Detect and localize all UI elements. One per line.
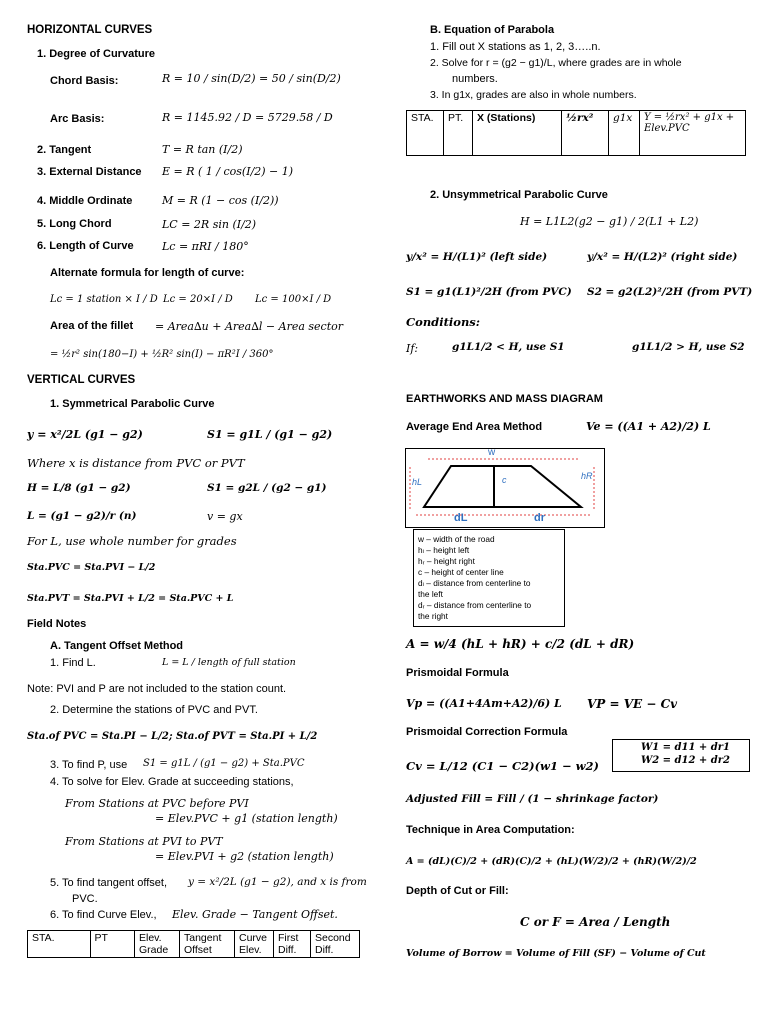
diagram-legend — [413, 529, 565, 627]
table-header-cell: Y = ½rx² + g1x + Elev.PVC — [640, 111, 746, 156]
length-of-curve-formula: Lc = πRI / 180° — [162, 240, 249, 253]
depth-cut-fill-heading: Depth of Cut or Fill: — [406, 885, 509, 897]
if-label: If: — [406, 342, 419, 355]
diagram-dr-label: dr — [534, 512, 545, 524]
diagram-hr-label: hR — [581, 471, 593, 481]
left-side-formula: y/x² = H/(L1)² (left side) — [406, 251, 548, 263]
diagram-dl-label: dL — [454, 512, 468, 524]
middle-ordinate-formula: M = R (1 − cos (I/2)) — [162, 194, 279, 207]
legend-item: the right — [418, 611, 448, 621]
sta-pvt-formula: Sta.PVT = Sta.PVI + L/2 = Sta.PVC + L — [27, 593, 234, 604]
step-3-label: 3. To find P, use — [50, 759, 128, 771]
area-computation-heading: Technique in Area Computation: — [406, 824, 575, 836]
degree-of-curvature-heading: 1. Degree of Curvature — [37, 48, 155, 60]
table-header-cell: Tangent Offset — [180, 931, 235, 958]
table-header-row — [407, 111, 746, 156]
from-pvi-eq: = Elev.PVI + g2 (station length) — [155, 850, 334, 863]
field-notes-table — [27, 930, 360, 958]
arc-basis-label: Arc Basis: — [50, 113, 105, 125]
arc-basis-formula: R = 1145.92 / D = 5729.58 / D — [162, 111, 333, 124]
step-6-formula: Elev. Grade − Tangent Offset. — [172, 908, 338, 921]
fillet-formula-expanded: = ½r² sin(180−I) + ½R² sin(I) − πR²I / 360° — [50, 349, 274, 360]
step-2: 2. Determine the stations of PVC and PVT. — [50, 704, 258, 716]
w-definitions-box — [612, 739, 750, 772]
find-l-step: 1. Find L. — [50, 657, 96, 669]
cross-section-svg — [406, 449, 604, 527]
step-4: 4. To solve for Elev. Grade at succeeding stations, — [50, 776, 294, 788]
table-header-cell: STA. — [28, 931, 91, 958]
horizontal-curves-heading: HORIZONTAL CURVES — [27, 24, 153, 36]
tangent-formula: T = R tan (I/2) — [162, 143, 243, 156]
s2-pvt-formula: S2 = g2(L2)²/2H (from PVT) — [587, 286, 753, 298]
fillet-label: Area of the fillet — [50, 320, 134, 332]
diagram-hl-label: hL — [412, 477, 423, 487]
prismoidal-vp-formula: VP = VE − Cv — [587, 697, 678, 711]
w2-definition: W2 = d12 + dr2 — [641, 755, 730, 766]
external-distance-formula: E = R ( 1 / cos(I/2) − 1) — [162, 165, 294, 178]
cross-section-diagram — [405, 448, 605, 528]
section-trapezoid — [424, 466, 581, 507]
fillet-formula: = Area∆u + Area∆l − Area sector — [155, 320, 344, 333]
volume-of-borrow-formula: Volume of Borrow = Volume of Fill (SF) − Volume of Cut — [406, 948, 706, 959]
sym-v-formula: v = gx — [207, 510, 243, 523]
chord-basis-formula: R = 10 / sin(D/2) = 50 / sin(D/2) — [162, 72, 341, 85]
s1-pvc-formula: S1 = g1(L1)²/2H (from PVC) — [406, 286, 572, 298]
length-of-curve-label: 6. Length of Curve — [37, 240, 134, 252]
average-end-area-label: Average End Area Method — [406, 421, 543, 433]
vertical-curves-heading: VERTICAL CURVES — [27, 374, 136, 386]
where-x-note: Where x is distance from PVC or PVT — [27, 456, 245, 470]
long-chord-formula: LC = 2R sin (I/2) — [162, 218, 257, 231]
condition-1: g1L1/2 < H, use S1 — [452, 341, 565, 353]
from-pvc-label: From Stations at PVC before PVI — [65, 797, 249, 810]
adjusted-fill-formula: Adjusted Fill = Fill / (1 − shrinkage factor) — [406, 793, 659, 805]
earthworks-heading: EARTHWORKS AND MASS DIAGRAM — [406, 393, 603, 405]
sta-pvc-formula: Sta.PVC = Sta.PVI − L/2 — [27, 562, 156, 573]
step-3-formula: S1 = g1L / (g1 − g2) + Sta.PVC — [143, 758, 305, 769]
pvi-note: Note: PVI and P are not included to the station count. — [27, 683, 287, 695]
eq-step-2: 2. Solve for r = (g2 − g1)/L, where grades are in whole — [430, 57, 682, 69]
step-5-formula: y = x²/2L (g1 − g2), and x is from — [188, 876, 367, 888]
external-distance-label: 3. External Distance — [37, 166, 142, 178]
legend-item: dₗ – distance from centerline to — [418, 578, 531, 588]
cross-section-area-formula: A = w/4 (hL + hR) + c/2 (dL + dR) — [406, 637, 635, 651]
prismoidal-heading: Prismoidal Formula — [406, 667, 509, 679]
right-side-formula: y/x² = H/(L2)² (right side) — [587, 251, 738, 263]
long-chord-label: 5. Long Chord — [37, 218, 112, 230]
sym-h-formula: H = L/8 (g1 − g2) — [27, 482, 131, 494]
from-pvi-label: From Stations at PVI to PVT — [65, 835, 223, 848]
sta-of-formula: Sta.of PVC = Sta.PI − L/2; Sta.of PVT = Sta.PI + L/2 — [27, 731, 318, 742]
step-5-label: 5. To find tangent offset, — [50, 877, 168, 889]
middle-ordinate-label: 4. Middle Ordinate — [37, 195, 133, 207]
table-header-cell: STA. — [407, 111, 444, 156]
table-header-cell: PT. — [444, 111, 473, 156]
chord-basis-label: Chord Basis: — [50, 75, 119, 87]
alternate-formula-label: Alternate formula for length of curve: — [50, 267, 245, 279]
diagram-c-label: c — [502, 475, 507, 485]
prismoidal-correction-heading: Prismoidal Correction Formula — [406, 726, 568, 738]
table-header-cell: X (Stations) — [473, 111, 562, 156]
alt-formula-2: Lc = 20×I / D — [163, 294, 233, 305]
tangent-offset-heading: A. Tangent Offset Method — [50, 640, 184, 652]
legend-item: hᵣ – height right — [418, 556, 475, 566]
legend-item: c – height of center line — [418, 567, 504, 577]
table-header-cell: PT — [90, 931, 134, 958]
parabola-table — [406, 110, 746, 156]
table-header-row — [28, 931, 360, 958]
table-header-cell: g1x — [609, 111, 640, 156]
area-computation-formula: A = (dL)(C)/2 + (dR)(C)/2 + (hL)(W/2)/2 + (hR)(W/2)/2 — [406, 856, 697, 867]
sym-l-formula: L = (g1 − g2)/r (n) — [27, 510, 137, 522]
eq-step-3: 3. In g1x, grades are also in whole numbers. — [430, 89, 637, 101]
eq-step-1: 1. Fill out X stations as 1, 2, 3…..n. — [430, 41, 601, 53]
sym-s1-formula: S1 = g1L / (g1 − g2) — [207, 428, 333, 441]
tangent-label: 2. Tangent — [37, 144, 92, 156]
table-header-cell: Curve Elev. — [235, 931, 274, 958]
for-l-note: For L, use whole number for grades — [27, 534, 237, 548]
condition-2: g1L1/2 > H, use S2 — [632, 341, 745, 353]
alt-formula-1: Lc = 1 station × I / D — [50, 294, 158, 305]
depth-cut-fill-formula: C or F = Area / Length — [520, 915, 671, 929]
table-header-cell: Elev. Grade — [135, 931, 180, 958]
equation-of-parabola-heading: B. Equation of Parabola — [430, 24, 555, 36]
w1-definition: W1 = d11 + dr1 — [641, 742, 730, 753]
unsym-h-formula: H = L1L2(g2 − g1) / 2(L1 + L2) — [520, 215, 699, 228]
find-l-formula: L = L / length of full station — [162, 657, 296, 668]
symmetrical-curve-heading: 1. Symmetrical Parabolic Curve — [50, 398, 215, 410]
diagram-w-label: w — [488, 447, 496, 458]
unsymmetrical-curve-heading: 2. Unsymmetrical Parabolic Curve — [430, 189, 608, 201]
legend-item: dᵣ – distance from centerline to — [418, 600, 532, 610]
table-header-cell: ½rx² — [562, 111, 609, 156]
conditions-label: Conditions: — [406, 315, 481, 329]
prismoidal-formula: Vp = ((A1+4Am+A2)/6) L — [406, 697, 562, 710]
legend-item: w – width of the road — [418, 534, 495, 544]
table-header-cell: Second Diff. — [311, 931, 360, 958]
alt-formula-3: Lc = 100×I / D — [255, 294, 332, 305]
legend-item: the left — [418, 589, 443, 599]
sym-y-formula: y = x²/2L (g1 − g2) — [27, 428, 143, 441]
eq-step-2-cont: numbers. — [452, 73, 498, 85]
legend-item: hₗ – height left — [418, 545, 470, 555]
table-header-cell: First Diff. — [274, 931, 311, 958]
average-end-area-formula: Ve = ((A1 + A2)/2) L — [586, 420, 711, 433]
step-6-label: 6. To find Curve Elev., — [50, 909, 157, 921]
field-notes-heading: Field Notes — [27, 618, 87, 630]
step-5-cont: PVC. — [72, 893, 98, 905]
from-pvc-eq: = Elev.PVC + g1 (station length) — [155, 812, 338, 825]
prismoidal-correction-formula: Cv = L/12 (C1 − C2)(w1 − w2) — [406, 759, 599, 773]
sym-s1b-formula: S1 = g2L / (g2 − g1) — [207, 482, 327, 494]
